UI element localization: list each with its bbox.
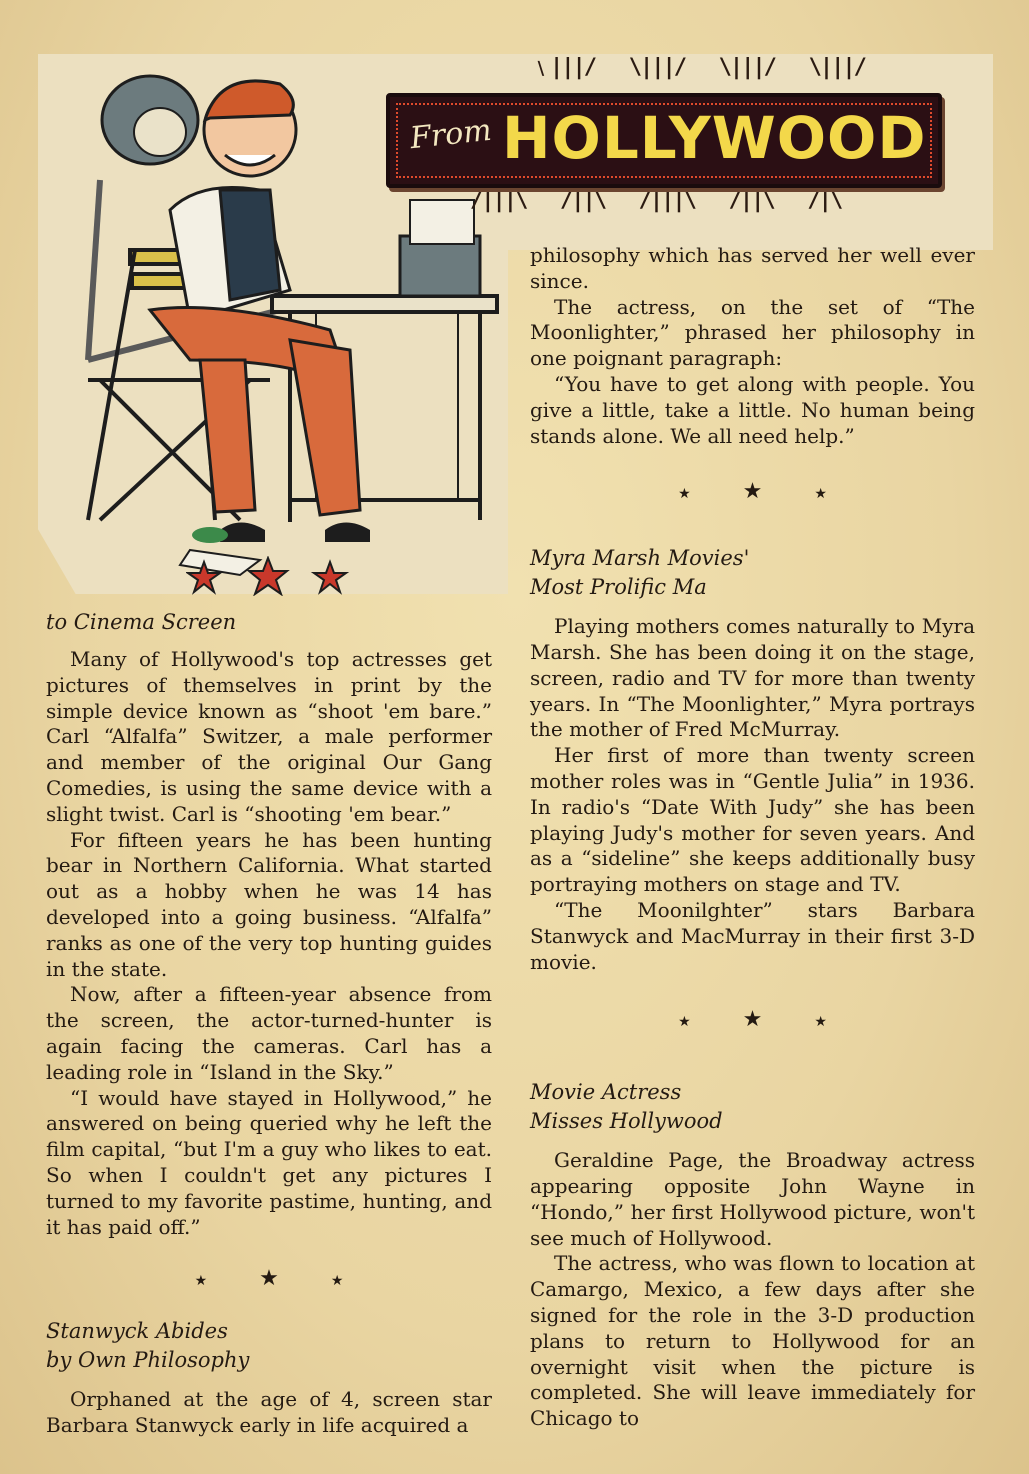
section-divider-stars xyxy=(530,479,975,508)
red-star-icon xyxy=(188,558,346,594)
right-column xyxy=(530,243,975,1432)
article3-paragraph-1: Playing mothers comes naturally to Myra Marsh. She has been doing it on the stage, screen, radio and TV for more than twenty years. In “The Moonlighter,” Myra portrays the mother of Fred McMurray. xyxy=(530,614,975,742)
sign-from-label: From xyxy=(408,112,494,157)
article1-headline-end: to Cinema Screen xyxy=(46,610,237,634)
article1-paragraph-4: “I would have stayed in Hollywood,” he answered on being queried why he left the film capital, “but I'm a guy who likes to eat. So when I couldn't get any pictures I turned to my favorite pastime, hunting, and it has paid off.” xyxy=(46,1085,492,1239)
article2-continuation: philosophy which has served her well ever since. xyxy=(530,243,975,293)
star-icon: ★ xyxy=(194,1273,208,1290)
article4-paragraph-1: Geraldine Page, the Broadway actress appearing opposite John Wayne in “Hondo,” her first Hollywood picture, won't see much of Hollywood. xyxy=(530,1148,975,1250)
article3-paragraph-2: Her first of more than twenty screen mother roles was in “Gentle Julia” in 1936. In radio's “Date With Judy” she has been playing Judy's mother for seven years. And as a “sideline” she keeps additionally busy portraying mothers on stage and TV. xyxy=(530,743,975,897)
star-icon: ★ xyxy=(259,1266,279,1292)
hollywood-marquee-sign xyxy=(386,93,942,188)
header-stars xyxy=(186,556,356,596)
star-icon: ★ xyxy=(678,1014,691,1031)
article1-paragraph-2: For fifteen years he has been hunting bear in Northern California. What started out as a hobby when he was 14 has developed into a going business. “Alfalfa” ranks as one of the very top hunting guides in the state. xyxy=(46,827,492,981)
sign-sparkles-bottom: /|||\ /||\ /|||\ /||\ /|\ xyxy=(470,188,842,213)
section-divider-stars xyxy=(530,1007,975,1036)
article2-headline-line2: by Own Philosophy xyxy=(46,1348,250,1373)
star-icon: ★ xyxy=(814,1014,827,1031)
article2-headline-line1: Stanwyck Abides xyxy=(46,1319,228,1344)
article4-headline-line1: Movie Actress xyxy=(530,1080,682,1105)
typewriter-icon xyxy=(400,200,480,296)
article3-paragraph-3: “The Moonilghter” stars Barbara Stanwyck and MacMurray in their first 3-D movie. xyxy=(530,897,975,974)
article1-paragraph-1: Many of Hollywood's top actresses get pictures of themselves in print by the simple device known as “shoot 'em bare.” Carl “Alfalfa” Switzer, a male performer and member of the original Our Gang Comedies, is using the same device with a slight twist. Carl is “shooting 'em bear.” xyxy=(46,647,492,826)
article3-headline-line2: Most Prolific Ma xyxy=(530,575,707,600)
article3-headline-line1: Myra Marsh Movies' xyxy=(530,546,750,571)
star-icon: ★ xyxy=(330,1273,344,1290)
article2-paragraph-2: The actress, on the set of “The Moonlighter,” phrased her philosophy in one poignant paragraph: xyxy=(530,294,975,371)
article4-headline-line2: Misses Hollywood xyxy=(530,1109,723,1134)
star-icon: ★ xyxy=(814,486,827,503)
article1-paragraph-3: Now, after a fifteen-year absence from the screen, the actor-turned-hunter is again facing the cameras. Carl has a leading role in “Island in the Sky.” xyxy=(46,982,492,1084)
star-icon: ★ xyxy=(742,1007,763,1033)
star-icon: ★ xyxy=(742,479,763,505)
star-icon: ★ xyxy=(678,486,691,503)
article2-paragraph-3: “You have to get along with people. You give a little, take a little. No human being stands alone. We all need help.” xyxy=(530,371,975,448)
sign-title: HOLLYWOOD xyxy=(502,104,927,172)
section-divider-stars xyxy=(46,1266,492,1295)
left-column xyxy=(46,608,492,1439)
sign-sparkles-top: ﹨|||/ \|||/ \|||/ \|||/ xyxy=(530,55,865,80)
article2-paragraph-1: Orphaned at the age of 4, screen star Barbara Stanwyck early in life acquired a xyxy=(46,1387,492,1437)
article4-paragraph-2: The actress, who was flown to location at Camargo, Mexico, a few days after she signed for the role in the 3-D production plans to return to Hollywood for an overnight visit when the picture is completed. She will leave immediately for Chicago to xyxy=(530,1251,975,1431)
